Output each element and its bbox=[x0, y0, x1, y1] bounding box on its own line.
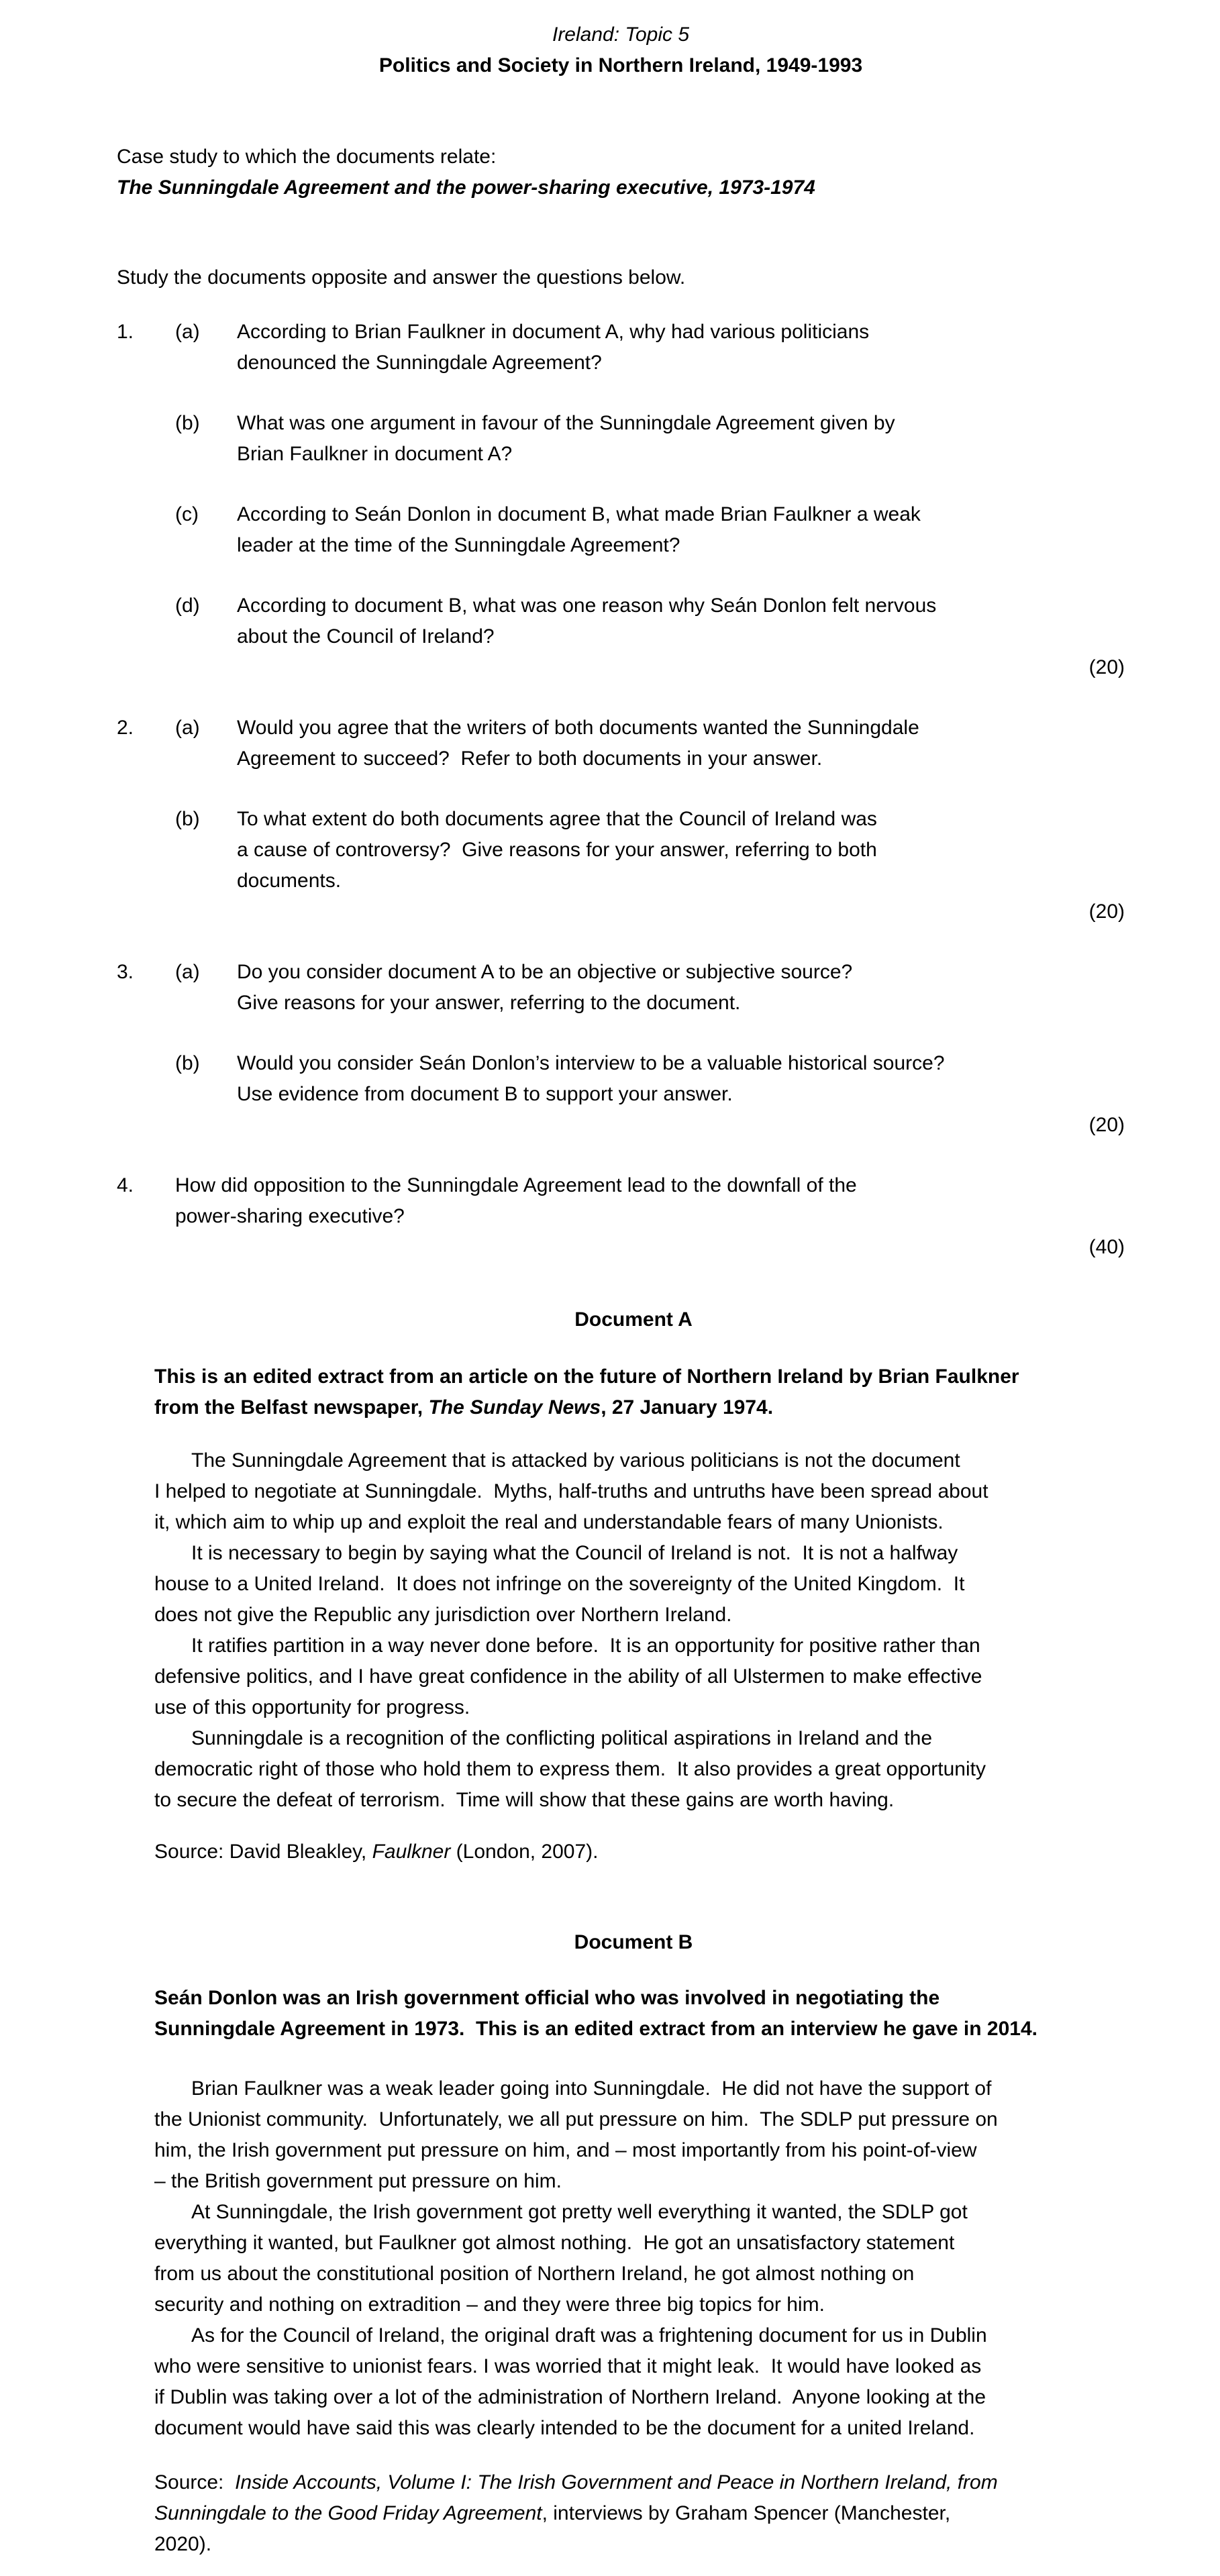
source-text: Source: bbox=[154, 2471, 236, 2493]
part-letter: (a) bbox=[175, 961, 200, 983]
text-line: Give reasons for your answer, referring to the document. bbox=[237, 992, 741, 1014]
source-text: Source: David Bleakley, bbox=[154, 1841, 372, 1863]
intro-text: from the Belfast newspaper, bbox=[154, 1396, 429, 1419]
part-text bbox=[237, 1048, 1125, 1110]
text-line: This is an edited extract from an article on the future of Northern Ireland by Brian Faulkner bbox=[154, 1366, 1019, 1388]
text-line: Agreement to succeed? Refer to both documents in your answer. bbox=[237, 748, 823, 770]
text-line: security and nothing on extradition – and they were three big topics for him. bbox=[154, 2294, 825, 2316]
document-b-source bbox=[154, 2467, 1113, 2560]
text-line: use of this opportunity for progress. bbox=[154, 1696, 470, 1718]
text-line: – the British government put pressure on him. bbox=[154, 2170, 562, 2192]
text-line: According to Brian Faulkner in document A, why had various politicians bbox=[237, 321, 870, 343]
text-line: At Sunningdale, the Irish government got pretty well everything it wanted, the SDLP got bbox=[191, 2201, 968, 2223]
text-line: him, the Irish government put pressure on him, and – most importantly from his point-of-view bbox=[154, 2139, 977, 2161]
text-line: Sunningdale Agreement in 1973. This is an edited extract from an interview he gave in 2014. bbox=[154, 2018, 1037, 2040]
text-line: According to document B, what was one reason why Seán Donlon felt nervous bbox=[237, 595, 937, 617]
question-number-spacer bbox=[117, 499, 175, 561]
text-line: To what extent do both documents agree that the Council of Ireland was bbox=[237, 808, 877, 830]
text-line: if Dublin was taking over a lot of the administration of Northern Ireland. Anyone looking at the bbox=[154, 2386, 986, 2408]
question-2 bbox=[117, 713, 1125, 927]
question-number-spacer bbox=[117, 590, 175, 652]
document-b-body bbox=[154, 2073, 1113, 2444]
question-part bbox=[117, 804, 1125, 896]
text-line: a cause of controversy? Give reasons for your answer, referring to both bbox=[237, 839, 877, 861]
marks-label: (20) bbox=[1088, 1114, 1125, 1136]
text-line: Brian Faulkner in document A? bbox=[237, 443, 513, 465]
question-part bbox=[117, 408, 1125, 470]
part-letter: (b) bbox=[175, 1052, 200, 1074]
question-1 bbox=[117, 317, 1125, 683]
text-line: As for the Council of Ireland, the original draft was a frightening document for us in Dublin bbox=[191, 2324, 987, 2347]
part-text bbox=[237, 408, 1125, 470]
book-title: Inside Accounts, Volume I: The Irish Government and Peace in Northern Ireland, from bbox=[235, 2471, 998, 2493]
document-a-body bbox=[154, 1445, 1113, 1816]
text-line: about the Council of Ireland? bbox=[237, 625, 495, 648]
case-study-label: Case study to which the documents relate: bbox=[117, 146, 497, 168]
question-4 bbox=[117, 1170, 1125, 1263]
question-part bbox=[117, 1170, 1125, 1232]
text-line: from us about the constitutional position of Northern Ireland, he got almost nothing on bbox=[154, 2263, 915, 2285]
text-line: who were sensitive to unionist fears. I was worried that it might leak. It would have looked as bbox=[154, 2355, 982, 2377]
part-letter: (b) bbox=[175, 412, 200, 434]
part-letter: (b) bbox=[175, 808, 200, 830]
document-b-intro bbox=[154, 1983, 1113, 2045]
part-letter: (d) bbox=[175, 595, 200, 617]
question-number: 3. bbox=[117, 961, 134, 983]
text-line: According to Seán Donlon in document B, what made Brian Faulkner a weak bbox=[237, 503, 921, 525]
question-part bbox=[117, 499, 1125, 561]
text-line: does not give the Republic any jurisdiction over Northern Ireland. bbox=[154, 1604, 732, 1626]
document-a-source bbox=[154, 1837, 1113, 1867]
source-text: , interviews by Graham Spencer (Manchester, bbox=[542, 2502, 951, 2524]
question-number-spacer bbox=[117, 804, 175, 896]
page-title: Politics and Society in Northern Ireland, 1949-1993 bbox=[378, 54, 863, 76]
text-line: Would you consider Seán Donlon’s interview to be a valuable historical source? bbox=[237, 1052, 945, 1074]
instruction-text: Study the documents opposite and answer the questions below. bbox=[117, 266, 686, 289]
part-text bbox=[175, 1170, 1125, 1232]
text-line bbox=[154, 2498, 1113, 2529]
document-a-intro bbox=[154, 1361, 1113, 1423]
question-part bbox=[117, 1048, 1125, 1110]
text-line: democratic right of those who hold them to express them. It also provides a great opportunity bbox=[154, 1758, 986, 1780]
part-text bbox=[237, 957, 1125, 1019]
part-letter: (c) bbox=[175, 503, 199, 525]
text-line: leader at the time of the Sunningdale Agreement? bbox=[237, 534, 680, 556]
intro-text: , 27 January 1974. bbox=[601, 1396, 774, 1419]
text-line: 2020). bbox=[154, 2533, 212, 2555]
newspaper-title: The Sunday News bbox=[428, 1396, 601, 1419]
question-part bbox=[117, 713, 1125, 774]
question-3 bbox=[117, 957, 1125, 1141]
text-line: to secure the defeat of terrorism. Time will show that these gains are worth having. bbox=[154, 1789, 895, 1811]
case-study-title: The Sunningdale Agreement and the power-sharing executive, 1973-1974 bbox=[117, 176, 815, 199]
header-topic: Ireland: Topic 5 bbox=[552, 23, 690, 46]
text-line: defensive politics, and I have great confidence in the ability of all Ulstermen to make effective bbox=[154, 1665, 982, 1688]
text-line: The Sunningdale Agreement that is attacked by various politicians is not the document bbox=[191, 1449, 960, 1472]
question-number-spacer bbox=[117, 408, 175, 470]
questions-section bbox=[0, 0, 1220, 1263]
document-a-heading: Document A bbox=[574, 1308, 693, 1331]
marks-label: (20) bbox=[1088, 900, 1125, 923]
text-line: the Unionist community. Unfortunately, we all put pressure on him. The SDLP put pressure on bbox=[154, 2108, 998, 2130]
text-line: house to a United Ireland. It does not infringe on the sovereignty of the United Kingdom. It bbox=[154, 1573, 965, 1595]
part-letter: (a) bbox=[175, 321, 200, 343]
text-line: Sunningdale is a recognition of the conflicting political aspirations in Ireland and the bbox=[191, 1727, 933, 1749]
document-b-section bbox=[154, 1927, 1113, 2560]
question-number: 1. bbox=[117, 321, 134, 343]
part-text bbox=[237, 590, 1125, 652]
source-text: (London, 2007). bbox=[450, 1841, 599, 1863]
text-line: What was one argument in favour of the Sunningdale Agreement given by bbox=[237, 412, 895, 434]
text-line: It ratifies partition in a way never done before. It is an opportunity for positive rather than bbox=[191, 1635, 980, 1657]
text-line: Do you consider document A to be an objective or subjective source? bbox=[237, 961, 853, 983]
marks-label: (40) bbox=[1088, 1236, 1125, 1258]
text-line: Would you agree that the writers of both documents wanted the Sunningdale bbox=[237, 717, 919, 739]
text-line: power-sharing executive? bbox=[175, 1205, 405, 1227]
book-title: Faulkner bbox=[372, 1841, 451, 1863]
question-part bbox=[117, 590, 1125, 652]
text-line bbox=[154, 1392, 1113, 1423]
part-letter: (a) bbox=[175, 717, 200, 739]
question-number-spacer bbox=[117, 1048, 175, 1110]
part-text bbox=[237, 499, 1125, 561]
text-line: everything it wanted, but Faulkner got almost nothing. He got an unsatisfactory statement bbox=[154, 2232, 955, 2254]
part-text bbox=[237, 804, 1125, 896]
text-line: documents. bbox=[237, 870, 342, 892]
question-number: 4. bbox=[117, 1174, 134, 1196]
text-line: Use evidence from document B to support your answer. bbox=[237, 1083, 733, 1105]
marks-label: (20) bbox=[1088, 656, 1125, 678]
text-line: Seán Donlon was an Irish government official who was involved in negotiating the bbox=[154, 1987, 940, 2009]
book-title: Sunningdale to the Good Friday Agreement bbox=[154, 2502, 542, 2524]
text-line: How did opposition to the Sunningdale Agreement lead to the downfall of the bbox=[175, 1174, 857, 1196]
part-text bbox=[237, 713, 1125, 774]
text-line: it, which aim to whip up and exploit the real and understandable fears of many Unionists. bbox=[154, 1511, 944, 1533]
part-text bbox=[237, 317, 1125, 378]
text-line: It is necessary to begin by saying what the Council of Ireland is not. It is not a halfway bbox=[191, 1542, 958, 1564]
document-a-section bbox=[154, 1304, 1113, 1867]
document-b-heading: Document B bbox=[574, 1931, 693, 1953]
text-line bbox=[154, 2467, 1113, 2498]
text-line: denounced the Sunningdale Agreement? bbox=[237, 352, 602, 374]
question-part bbox=[117, 957, 1125, 1019]
question-number: 2. bbox=[117, 717, 134, 739]
text-line: document would have said this was clearly intended to be the document for a united Ireland. bbox=[154, 2417, 975, 2439]
text-line: Brian Faulkner was a weak leader going into Sunningdale. He did not have the support of bbox=[191, 2077, 992, 2100]
text-line: I helped to negotiate at Sunningdale. Myths, half-truths and untruths have been spread about bbox=[154, 1480, 988, 1502]
question-part bbox=[117, 317, 1125, 378]
